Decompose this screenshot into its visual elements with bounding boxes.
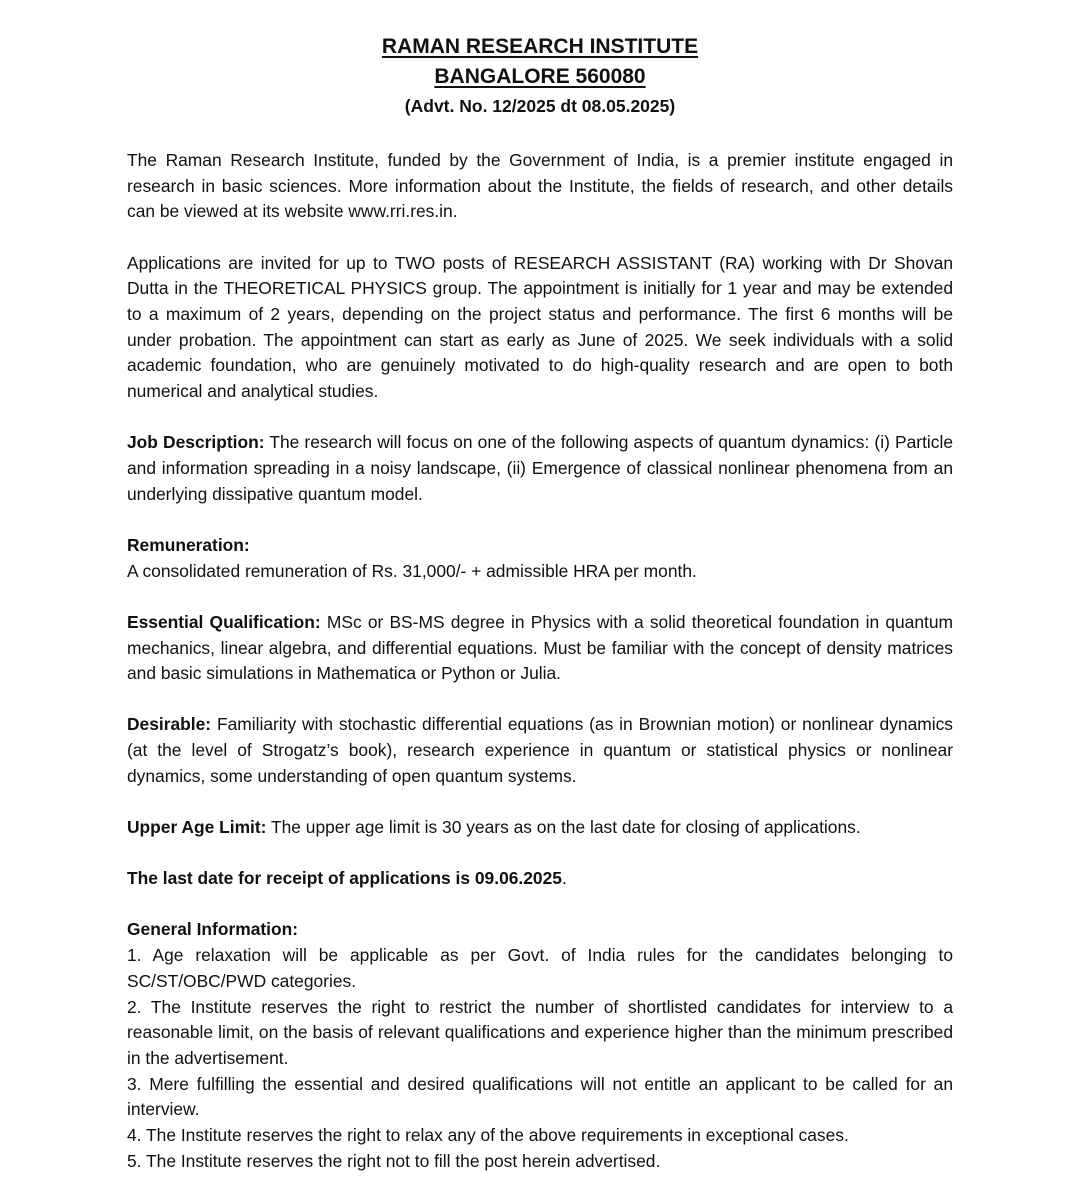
- general-info-item-4: 4. The Institute reserves the right to relax any of the above requirements in exceptional cases.: [127, 1125, 849, 1146]
- job-description-label: Job Description:: [127, 432, 265, 453]
- general-information-label: General Information:: [127, 919, 299, 940]
- age-limit-label: Upper Age Limit:: [127, 817, 267, 838]
- job-description-paragraph: [127, 430, 953, 507]
- desirable-paragraph: [127, 712, 953, 789]
- institute-city: BANGALORE 560080: [434, 65, 646, 88]
- remuneration-label: Remuneration:: [127, 534, 250, 555]
- intro-paragraph: The Raman Research Institute, funded by the Government of India, is a premier institute engaged in research in basic sciences. More information about the Institute, the fields of research, and other details can be viewed at its website www.rri.res.in.: [127, 150, 953, 222]
- remuneration-section: [127, 533, 953, 584]
- essential-qualification-paragraph: [127, 610, 953, 687]
- advertisement-number: (Advt. No. 12/2025 dt 08.05.2025): [404, 96, 676, 116]
- institute-name: RAMAN RESEARCH INSTITUTE: [381, 35, 699, 58]
- essential-qualification-label: Essential Qualification:: [127, 611, 321, 632]
- general-info-item-1: 1. Age relaxation will be applicable as per Govt. of India rules for the candidates belonging to SC/ST/OBC/PWD categories.: [127, 945, 953, 991]
- job-description-text: The research will focus on one of the following aspects of quantum dynamics: (i) Particle and information spreading in a noisy landscape, (ii) Emergence of classical nonlinear phenomena from an underlying dissipative quantum model.: [127, 432, 953, 504]
- last-date-paragraph: [127, 866, 953, 892]
- desirable-label: Desirable:: [127, 714, 212, 735]
- advertisement-page: [127, 32, 953, 1175]
- desirable-text: Familiarity with stochastic differential equations (as in Brownian motion) or nonlinear dynamics (at the level of Strogatz’s book), research experience in quantum or statistical physics or nonlinear dynamics, some understanding of open quantum systems.: [127, 714, 953, 786]
- age-limit-text: The upper age limit is 30 years as on the last date for closing of applications.: [266, 817, 861, 838]
- document-header: [127, 32, 953, 120]
- general-info-item-2: 2. The Institute reserves the right to restrict the number of shortlisted candidates for interview to a reasonable limit, on the basis of relevant qualifications and experience higher than the minimum prescribed in the advertisement.: [127, 996, 953, 1068]
- general-info-item-3: 3. Mere fulfilling the essential and desired qualifications will not entitle an applicant to be called for an interview.: [127, 1073, 953, 1120]
- applications-paragraph: Applications are invited for up to TWO posts of RESEARCH ASSISTANT (RA) working with Dr Shovan Dutta in the THEORETICAL PHYSICS group. The appointment is initially for 1 year and may be extended to a maximum of 2 years, depending on the project status and performance. The first 6 months will be under probation. The appointment can start as early as June of 2025. We seek individuals with a solid academic foundation, who are genuinely motivated to do high-quality research and are open to both numerical and analytical studies.: [127, 252, 953, 402]
- last-date-text: The last date for receipt of applications is 09.06.2025: [127, 868, 562, 889]
- remuneration-text: A consolidated remuneration of Rs. 31,000/- + admissible HRA per month.: [127, 560, 697, 581]
- general-information-section: [127, 917, 953, 1174]
- last-date-period: .: [561, 868, 567, 889]
- essential-qualification-text: MSc or BS-MS degree in Physics with a solid theoretical foundation in quantum mechanics, linear algebra, and differential equations. Must be familiar with the concept of density matrices and basic simulations in Mathematica or Python or Julia.: [127, 611, 954, 684]
- general-info-item-5: 5. The Institute reserves the right not to fill the post herein advertised.: [127, 1150, 661, 1171]
- age-limit-paragraph: [127, 815, 953, 841]
